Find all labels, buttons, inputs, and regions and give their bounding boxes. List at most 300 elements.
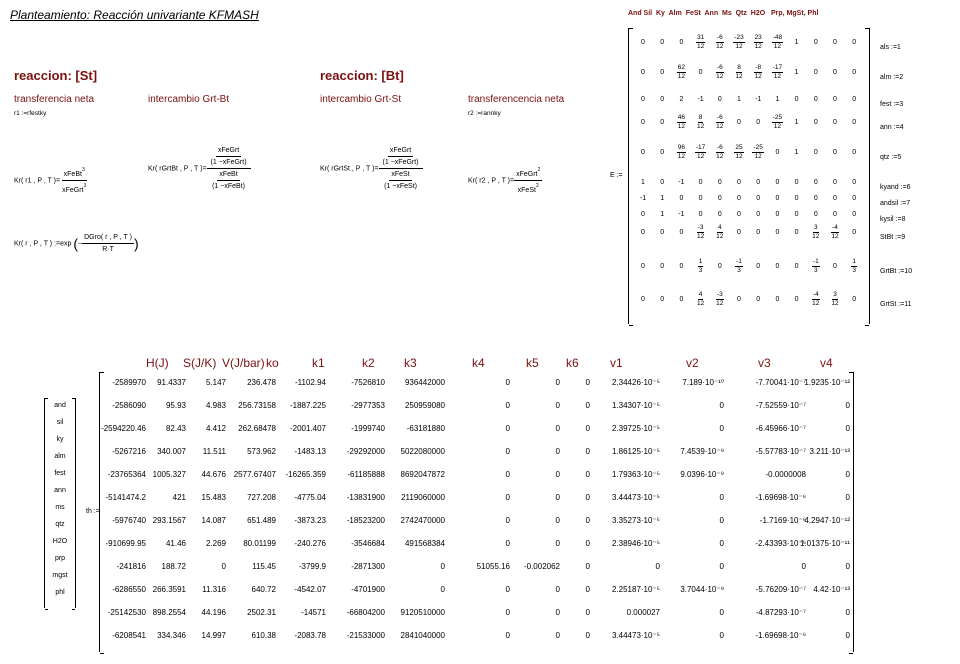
th-column-header: v2	[686, 356, 699, 370]
th-cell: 421	[172, 493, 186, 502]
th-cell: -21533000	[346, 631, 385, 640]
e-matrix-cell: 0	[679, 195, 684, 202]
th-cell: 188.72	[161, 562, 186, 571]
th-cell: 14.997	[201, 631, 226, 640]
e-matrix-cell: 31 12	[696, 34, 705, 50]
th-cell: 41.46	[165, 539, 186, 548]
e-matrix-cell: -6 12	[716, 34, 724, 50]
th-cell: 82.43	[165, 424, 186, 433]
bt-assign: r2 :=rannky	[468, 110, 501, 117]
e-matrix-cell: 25 12	[735, 144, 743, 160]
th-cell: 610.38	[251, 631, 276, 640]
e-matrix-cell: 0	[698, 69, 703, 76]
e-matrix-cell: 0	[737, 296, 741, 303]
e-matrix-cell: 4 12	[716, 224, 724, 240]
th-cell: -5976740	[112, 516, 146, 525]
th-label: th :=	[86, 508, 100, 515]
th-cell: 2502.31	[247, 608, 276, 617]
e-matrix-cell: 0	[641, 39, 645, 46]
th-cell: 1.34307·10⁻⁵	[611, 401, 660, 410]
bt-col2: transferencencia neta	[468, 94, 565, 105]
e-row-label: als :=1	[880, 44, 901, 51]
phase-item: phl	[55, 589, 65, 596]
th-cell: 0	[845, 401, 850, 410]
st-col2: intercambio Grt-Bt	[148, 94, 230, 105]
e-matrix-cell: 0	[813, 211, 818, 218]
th-cell: 91.4337	[157, 378, 186, 387]
th-cell: 11.316	[202, 585, 226, 594]
th-cell: 3.44473·10⁻⁵	[611, 631, 660, 640]
th-cell: 2.34426·10⁻⁵	[611, 378, 660, 387]
e-matrix-cell: 0	[660, 96, 665, 103]
th-cell: 2841040000	[400, 631, 445, 640]
th-cell: -6208541	[112, 631, 146, 640]
th-cell: 334.346	[157, 631, 186, 640]
e-matrix-cell: 0	[813, 96, 818, 103]
th-cell: -25142530	[107, 608, 146, 617]
th-cell: -2589970	[112, 378, 146, 387]
th-cell: 95.93	[165, 401, 186, 410]
e-matrix-cell: 0	[717, 195, 722, 202]
e-matrix-cell: 1	[794, 69, 799, 76]
th-cell: -6.45966·10⁻⁷	[755, 424, 806, 433]
th-cell: 51055.16	[476, 562, 510, 571]
th-cell: 0	[505, 470, 510, 479]
e-matrix-cell: 96 12	[677, 144, 685, 160]
th-cell: 0	[719, 631, 724, 640]
e-matrix-cell: -23 12	[734, 34, 744, 50]
th-cell: 0	[585, 562, 590, 571]
e-matrix	[628, 28, 870, 324]
th-cell: 0	[585, 470, 590, 479]
e-row-label: alm :=2	[880, 74, 904, 81]
th-cell: -1483.13	[294, 447, 326, 456]
e-matrix-cell: -48 12	[772, 34, 783, 50]
e-matrix-cell: 1	[775, 96, 780, 103]
e-matrix-cell: 0	[679, 229, 684, 236]
e-matrix-cell: -8 12	[754, 64, 762, 80]
th-cell: 898.2554	[152, 608, 186, 617]
th-cell: 0	[719, 424, 724, 433]
th-cell: 1005.327	[152, 470, 186, 479]
th-cell: 0	[555, 401, 560, 410]
th-cell: 0	[585, 493, 590, 502]
e-row-label: ann :=4	[880, 124, 904, 131]
th-cell: 0	[505, 447, 510, 456]
th-cell: 0	[505, 585, 510, 594]
e-matrix-cell: 0	[833, 119, 837, 126]
e-matrix-cell: 0	[737, 195, 741, 202]
th-cell: -3799.9	[298, 562, 326, 571]
e-matrix-cell: 0	[660, 149, 665, 156]
e-matrix-cell: -3 12	[716, 291, 724, 307]
phase-item: mgst	[52, 572, 68, 579]
th-cell: 256.73158	[238, 401, 276, 410]
e-matrix-cell: 0	[641, 149, 645, 156]
th-cell: -13831900	[346, 493, 385, 502]
th-cell: 4.2947·10⁻¹²	[804, 516, 850, 525]
e-matrix-cell: -1	[697, 96, 704, 103]
th-cell: 0	[555, 493, 560, 502]
bt-heading: reaccion: [Bt]	[320, 68, 404, 83]
e-matrix-cell: 0	[852, 39, 857, 46]
th-cell: 0	[845, 493, 850, 502]
th-cell: 0	[555, 447, 560, 456]
e-matrix-cell: 0	[641, 296, 645, 303]
th-cell: -16265.359	[285, 470, 326, 479]
e-matrix-cell: -1	[678, 211, 685, 218]
e-matrix-cell: 3 12	[812, 224, 820, 240]
e-matrix-cell: 1 3	[698, 258, 703, 274]
e-matrix-cell: 0	[660, 263, 665, 270]
e-matrix-cell: 1	[641, 179, 645, 186]
e-matrix-cell: 0	[641, 229, 645, 236]
th-cell: 2.25187·10⁻⁵	[611, 585, 660, 594]
th-cell: 5.147	[205, 378, 226, 387]
th-cell: -3873.23	[294, 516, 326, 525]
th-cell: 727.208	[247, 493, 276, 502]
th-cell: 573.962	[247, 447, 276, 456]
e-matrix-cell: 0	[775, 263, 780, 270]
th-cell: 1.01375·10⁻¹¹	[799, 539, 850, 548]
th-cell: -4542.07	[294, 585, 326, 594]
e-matrix-cell: 0	[737, 211, 741, 218]
th-column-header: k6	[566, 356, 579, 370]
formula-krgrtst: Kr( rGrtSt , P , T )= $\frac{\frac{\text{xFeGrt}}{\text{(1 −xFeGrt)}}}{\frac{\text{xFeSt}}{\text{(1 −xFeSt)}}}$	[320, 145, 423, 192]
e-matrix-cell: -6 12	[716, 144, 724, 160]
th-cell: -7526810	[351, 378, 385, 387]
th-cell: -1999740	[351, 424, 385, 433]
th-cell: -5.57783·10⁻⁷	[755, 447, 806, 456]
e-matrix-cell: 0	[813, 149, 818, 156]
e-row-label: GrtSt :=11	[880, 301, 912, 308]
th-cell: 14.087	[201, 516, 226, 525]
th-cell: -1102.94	[295, 378, 326, 387]
bt-col1: intercambio Grt-St	[320, 94, 402, 105]
th-cell: 0	[505, 516, 510, 525]
e-matrix-cell: 0	[641, 69, 645, 76]
e-matrix-cell: 0	[641, 119, 645, 126]
e-matrix-cell: 0	[660, 39, 665, 46]
th-cell: 236.478	[247, 378, 276, 387]
e-matrix-cell: 0	[833, 69, 837, 76]
e-matrix-cell: -17 12	[772, 64, 783, 80]
th-cell: 2.269	[205, 539, 226, 548]
th-cell: 0	[555, 424, 560, 433]
th-cell: 0	[555, 631, 560, 640]
th-column-header: k2	[362, 356, 375, 370]
e-matrix-cell: -17 12	[695, 144, 706, 160]
e-matrix-cell: 1	[660, 195, 665, 202]
th-cell: -0.002062	[523, 562, 560, 571]
th-cell: 0	[440, 585, 445, 594]
th-cell: 293.1567	[152, 516, 186, 525]
e-matrix-cell: 8 12	[696, 114, 705, 130]
th-cell: 0	[585, 447, 590, 456]
th-cell: 0	[585, 516, 590, 525]
e-matrix-cell: -4 12	[831, 224, 839, 240]
th-cell: 0	[719, 608, 724, 617]
e-matrix-cell: 0	[852, 69, 857, 76]
phase-item: fest	[54, 470, 66, 477]
e-matrix-cell: 0	[756, 211, 761, 218]
th-cell: 5022080000	[400, 447, 445, 456]
e-matrix-cell: 0	[756, 119, 761, 126]
phase-item: ms	[55, 504, 65, 511]
th-cell: -1887.225	[289, 401, 326, 410]
e-row-label: StBt :=9	[880, 234, 906, 241]
e-matrix-cell: 0	[852, 179, 857, 186]
e-matrix-cell: 0	[833, 179, 837, 186]
e-matrix-cell: 0	[775, 229, 780, 236]
th-cell: 0	[585, 631, 590, 640]
e-matrix-cell: 0	[756, 229, 761, 236]
th-cell: 11.511	[202, 447, 226, 456]
e-matrix-cell: 0	[717, 263, 722, 270]
th-cell: 1.86125·10⁻⁵	[611, 447, 660, 456]
th-column-header: H(J)	[146, 356, 169, 370]
th-column-header: k3	[404, 356, 417, 370]
formula-krexp: Kr( r , P , T ) :=exp (− $\frac{\text{DGro( r , P , T )}}{R\cdot T}$ )	[14, 234, 139, 253]
th-cell: 491568384	[404, 539, 445, 548]
th-cell: -18523200	[346, 516, 385, 525]
e-matrix-cell: 0	[775, 179, 780, 186]
th-column-header: k4	[472, 356, 485, 370]
phase-item: sil	[56, 419, 64, 426]
e-matrix-cell: 0	[813, 119, 818, 126]
e-matrix-cell: 23 12	[754, 34, 762, 50]
th-cell: -0.0000008	[765, 470, 806, 479]
th-cell: 3.44473·10⁻⁵	[611, 493, 660, 502]
e-row-label: kysil :=8	[880, 216, 906, 223]
th-cell: -4701900	[351, 585, 385, 594]
th-cell: 0	[505, 493, 510, 502]
th-cell: 0	[585, 401, 590, 410]
e-matrix-cell: -25 12	[753, 144, 763, 160]
th-column-header: V(J/bar)	[222, 356, 265, 370]
page-title: Planteamiento: Reacción univariante KFMASH	[10, 8, 259, 22]
e-matrix-cell: 0	[679, 296, 684, 303]
e-matrix-cell: 0	[756, 179, 761, 186]
phase-item: qtz	[55, 521, 65, 528]
th-cell: -7.70041·10⁻⁷	[755, 378, 806, 387]
phase-item: ann	[54, 487, 66, 494]
th-cell: 0	[505, 424, 510, 433]
e-matrix-cell: -1 3	[736, 258, 742, 274]
th-cell: -5.76209·10⁻⁷	[755, 585, 806, 594]
e-matrix-cell: 0	[641, 96, 645, 103]
e-matrix-cell: 0	[698, 179, 703, 186]
th-cell: -240.276	[294, 539, 326, 548]
e-matrix-cell: -1 3	[812, 258, 819, 274]
e-matrix-cell: 0	[794, 179, 799, 186]
e-matrix-cell: 0	[813, 39, 818, 46]
th-cell: 3.211·10⁻¹³	[809, 447, 850, 456]
th-cell: 1.9235·10⁻¹²	[804, 378, 850, 387]
th-cell: -29292000	[346, 447, 385, 456]
e-matrix-cell: 1	[737, 96, 741, 103]
th-cell: 8692047872	[400, 470, 445, 479]
th-cell: -2001.407	[289, 424, 326, 433]
e-matrix-cell: 0	[756, 296, 761, 303]
e-matrix-cell: 0	[794, 263, 799, 270]
e-matrix-cell: 0	[775, 149, 780, 156]
th-cell: 0	[555, 378, 560, 387]
th-cell: 9.0396·10⁻⁹	[680, 470, 724, 479]
e-matrix-cell: 0	[794, 296, 799, 303]
th-cell: 0	[555, 608, 560, 617]
th-cell: 0	[845, 470, 850, 479]
e-matrix-cell: 0	[833, 149, 837, 156]
th-cell: 2742470000	[400, 516, 445, 525]
e-matrix-cell: 0	[717, 96, 722, 103]
e-matrix-cell: 0	[794, 229, 799, 236]
e-matrix-cell: 0	[852, 296, 857, 303]
e-matrix-cell: 0	[717, 179, 722, 186]
st-assign: r1 :=rfestky	[14, 110, 47, 117]
e-matrix-cell: 0	[852, 229, 857, 236]
st-heading: reaccion: [St]	[14, 68, 98, 83]
phase-item: alm	[54, 453, 66, 460]
phase-vector	[44, 398, 76, 608]
th-column-header: ko	[266, 356, 279, 370]
th-cell: 0	[719, 562, 724, 571]
th-cell: 0	[555, 470, 560, 479]
th-cell: 0	[845, 631, 850, 640]
th-cell: 0	[845, 562, 850, 571]
th-cell: 115.45	[252, 562, 276, 571]
e-matrix-cell: 0	[737, 229, 741, 236]
th-column-header: k5	[526, 356, 539, 370]
th-cell: 0	[845, 608, 850, 617]
e-matrix-cell: 1	[794, 149, 799, 156]
e-matrix-cell: -6 12	[716, 114, 724, 130]
th-cell: -1.7169·10⁻⁶	[759, 516, 806, 525]
th-cell: 7.189·10⁻¹⁰	[682, 378, 724, 387]
e-matrix-cell: 0	[794, 96, 799, 103]
e-matrix-cell: 46 12	[677, 114, 685, 130]
e-matrix-cell: 0	[833, 195, 837, 202]
th-column-header: S(J/K)	[183, 356, 217, 370]
th-cell: 0	[585, 585, 590, 594]
th-cell: 266.3591	[152, 585, 186, 594]
th-cell: 0	[585, 539, 590, 548]
th-cell: 44.196	[201, 608, 226, 617]
th-cell: 0	[719, 401, 724, 410]
e-matrix-cell: 1	[794, 39, 799, 46]
th-cell: -5267216	[112, 447, 146, 456]
e-matrix-header: And Sil Ky Alm FeSt Ann Ms Qtz H2O Prp, MgSt, Phl	[628, 10, 819, 17]
th-cell: -63181880	[406, 424, 445, 433]
th-cell: -1.69698·10⁻⁶	[755, 631, 806, 640]
e-matrix-cell: 0	[794, 211, 799, 218]
th-cell: 936442000	[404, 378, 445, 387]
th-cell: 4.983	[205, 401, 226, 410]
th-cell: 0	[585, 378, 590, 387]
phase-item: and	[54, 402, 66, 409]
formula-krgrtbt: Kr( rGrtBt , P , T )= $\frac{\frac{\text{xFeGrt}}{\text{(1 −xFeGrt)}}}{\frac{\text{xFeBt}}{\text{(1 −xFeBt)}}}$	[148, 145, 251, 192]
th-cell: 0	[505, 608, 510, 617]
e-matrix-cell: 0	[756, 195, 761, 202]
th-cell: -14571	[301, 608, 326, 617]
e-matrix-cell: -6 12	[716, 64, 724, 80]
th-cell: 0	[655, 562, 660, 571]
th-cell: -7.52559·10⁻⁷	[755, 401, 806, 410]
e-matrix-cell: 0	[660, 229, 665, 236]
th-cell: 1.79363·10⁻⁵	[611, 470, 660, 479]
th-cell: 0	[719, 539, 724, 548]
e-matrix-cell: 0	[698, 211, 703, 218]
th-cell: 80.01199	[243, 539, 276, 548]
th-cell: 44.676	[201, 470, 226, 479]
th-cell: 0	[585, 424, 590, 433]
th-column-header: v4	[820, 356, 833, 370]
e-matrix-cell: 0	[737, 179, 741, 186]
e-matrix-cell: -4 12	[812, 291, 820, 307]
e-matrix-cell: 0	[775, 195, 780, 202]
e-row-label: andsil :=7	[880, 200, 911, 207]
th-cell: -2594220.46	[101, 424, 146, 433]
e-matrix-cell: 0	[833, 39, 837, 46]
e-matrix-cell: 4 12	[696, 291, 705, 307]
th-cell: -5141474.2	[105, 493, 146, 502]
th-column-header: k1	[312, 356, 325, 370]
th-cell: 2119060000	[401, 493, 445, 502]
e-matrix-cell: 0	[679, 39, 684, 46]
e-matrix-cell: 62 12	[677, 64, 685, 80]
th-cell: -66804200	[346, 608, 385, 617]
e-matrix-cell: 0	[833, 263, 837, 270]
e-matrix-cell: -3 12	[696, 224, 705, 240]
e-matrix-label: E :=	[610, 172, 623, 179]
e-matrix-cell: 0	[813, 195, 818, 202]
th-cell: -6286550	[112, 585, 146, 594]
th-cell: -2586090	[112, 401, 146, 410]
th-cell: 3.35273·10⁻⁵	[611, 516, 660, 525]
e-matrix-cell: 0	[833, 96, 837, 103]
th-cell: -61185888	[347, 470, 385, 479]
th-cell: -2977353	[351, 401, 385, 410]
e-matrix-cell: 1	[794, 119, 799, 126]
th-cell: -3546684	[351, 539, 385, 548]
th-cell: 0	[555, 516, 560, 525]
e-matrix-cell: 0	[660, 119, 665, 126]
e-row-label: qtz :=5	[880, 154, 902, 161]
th-cell: 0	[801, 562, 806, 571]
e-matrix-cell: 0	[852, 149, 857, 156]
th-cell: 0	[585, 608, 590, 617]
e-matrix-cell: 0	[698, 195, 703, 202]
th-cell: 0	[719, 516, 724, 525]
e-matrix-cell: -25 12	[772, 114, 783, 130]
th-cell: 2577.67407	[233, 470, 276, 479]
th-cell: -4.87293·10⁻⁷	[755, 608, 806, 617]
th-cell: 4.412	[205, 424, 226, 433]
e-matrix-cell: 0	[660, 69, 665, 76]
formula-kr1: Kr( r1 , P , T )= $\frac{xFeBt^3}{xFeGrt^3}$	[14, 167, 87, 194]
th-cell: -2083.78	[294, 631, 326, 640]
phase-item: prp	[54, 555, 66, 562]
th-cell: 0	[505, 378, 510, 387]
phase-item: ky	[56, 436, 64, 443]
th-cell: 0	[440, 562, 445, 571]
th-cell: -23765364	[107, 470, 146, 479]
e-matrix-cell: 0	[813, 69, 818, 76]
e-matrix-cell: 0	[813, 179, 818, 186]
formula-kr2: Kr( r2 , P , T )= $\frac{xFeGrt^2}{xFeSt^2}$	[468, 167, 541, 194]
e-row-label: fest :=3	[880, 101, 904, 108]
th-column-header: v1	[610, 356, 623, 370]
